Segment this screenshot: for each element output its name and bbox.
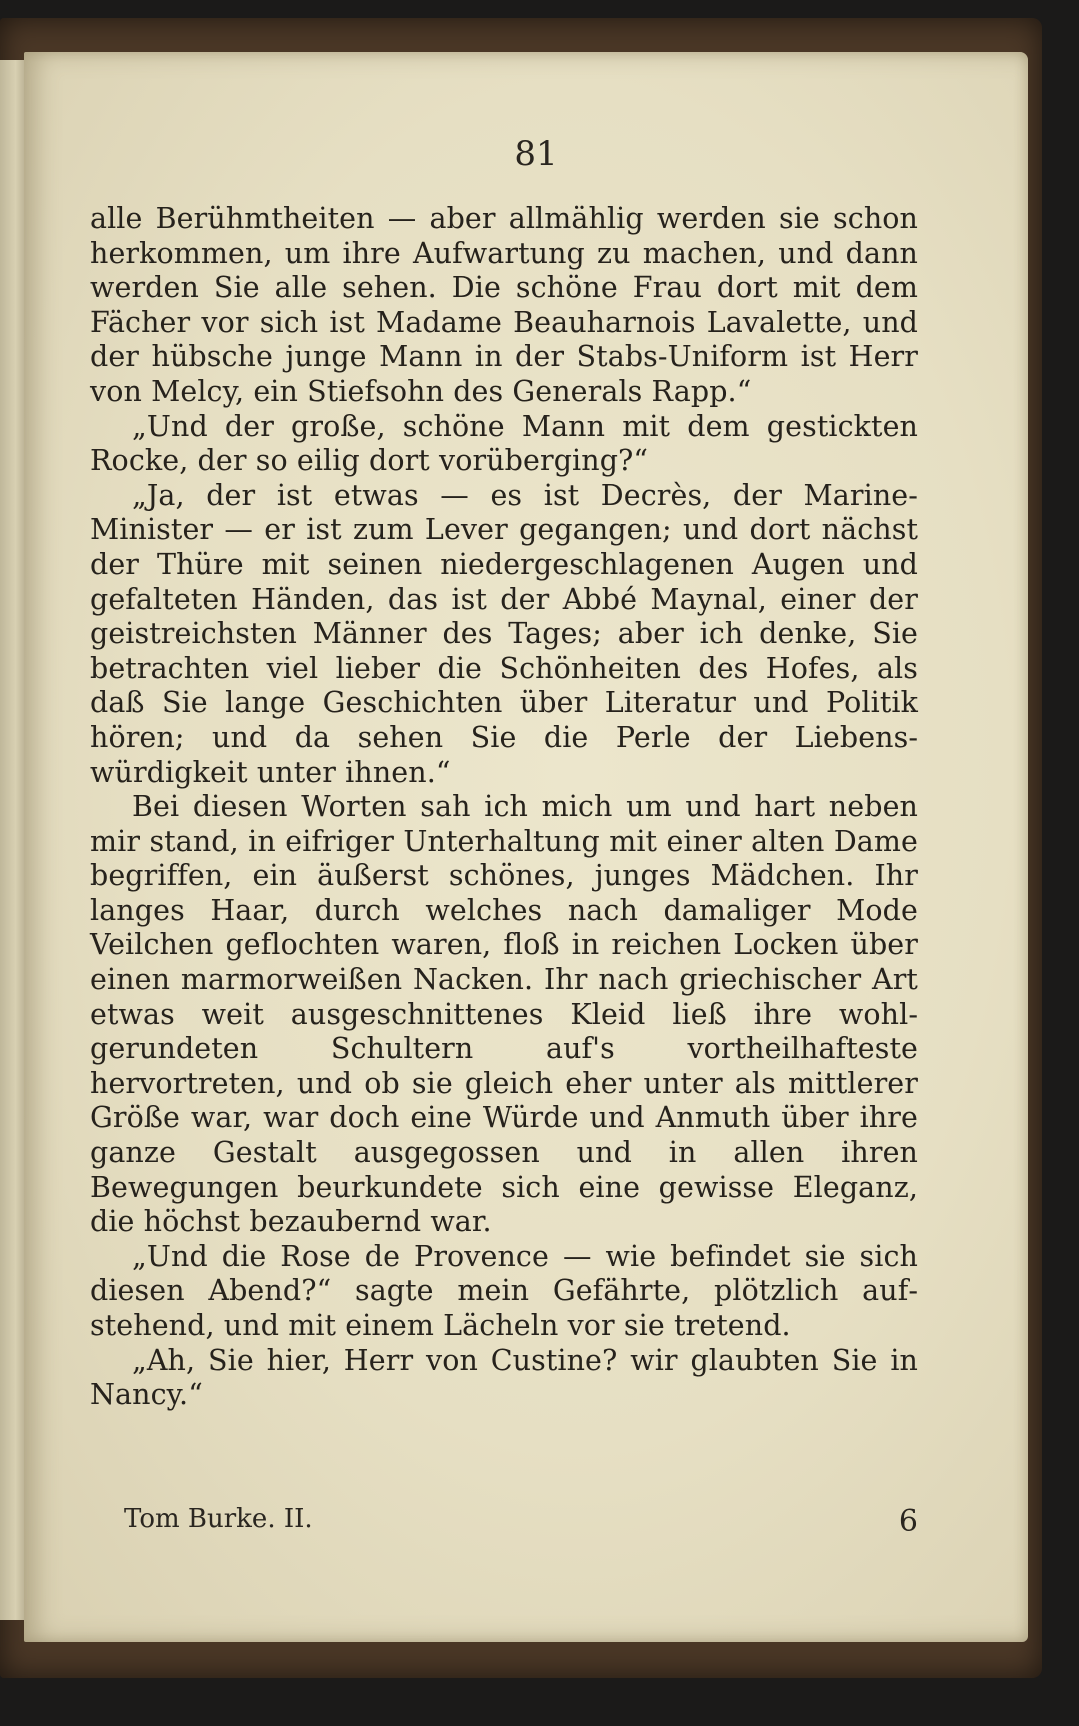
body-text — [90, 202, 918, 1413]
page-edge — [0, 60, 26, 1620]
paragraph: alle Berühmtheiten — aber allmählig werden sie schon herkommen, um ihre Aufwartung zu machen, und dann werden Sie alle sehen. Die schöne Frau dort mit dem Fächer vor sich ist Madame Beauharnois Lavalette, und der hübsche junge Mann in der Stabs-Uniform ist Herr von Melcy, ein Stiefsohn des Generals Rapp.“ — [90, 202, 918, 408]
sheet-number: 6 — [898, 1504, 918, 1539]
paragraph: „Ja, der ist etwas — es ist Decrès, der Marine-Minister — er ist zum Lever gegangen; und dort nächst der Thüre mit seinen niedergeschlagenen Augen und gefalteten Händen, das ist der Abbé Maynal, einer der geistreichsten Männer des Tages; aber ich denke, Sie betrachten viel lieber die Schönheiten des Hofes, als daß Sie lange Geschichten über Literatur und Politik hören; und da sehen Sie die Perle der Liebenswürdigkeit unter ihnen.“ — [90, 478, 918, 789]
paragraph: Bei diesen Worten sah ich mich um und hart neben mir stand, in eifriger Unterhaltung mit einer alten Dame begriffen, ein äußerst schönes, junges Mädchen. Ihr langes Haar, durch welches nach damaliger Mode Veilchen geflochten waren, floß in reichen Locken über einen marmorweißen Nacken. Ihr nach griechischer Art etwas weit ausgeschnittenes Kleid ließ ihre wohlgerundeten Schultern auf's vortheilhafteste hervortreten, und ob sie gleich eher unter als mittlerer Größe war, war doch eine Würde und Anmuth über ihre ganze Gestalt ausgegossen und in allen ihren Bewegungen beurkundete sich eine gewisse Eleganz, die höchst bezaubernd war. — [90, 790, 918, 1239]
paragraph: „Und die Rose de Provence — wie befindet sie sich diesen Abend?“ sagte mein Gefährte, plötzlich aufstehend, und mit einem Lächeln vor sie tretend. — [90, 1239, 918, 1342]
page-footer — [124, 1504, 918, 1544]
paragraph: „Ah, Sie hier, Herr von Custine? wir glaubten Sie in Nancy.“ — [90, 1343, 918, 1412]
book-page — [24, 52, 1028, 1642]
paragraph: „Und der große, schöne Mann mit dem gestickten Rocke, der so eilig dort vorüberging?“ — [90, 409, 918, 478]
page-number: 81 — [514, 134, 558, 174]
footer-signature: Tom Burke. II. — [124, 1504, 313, 1534]
